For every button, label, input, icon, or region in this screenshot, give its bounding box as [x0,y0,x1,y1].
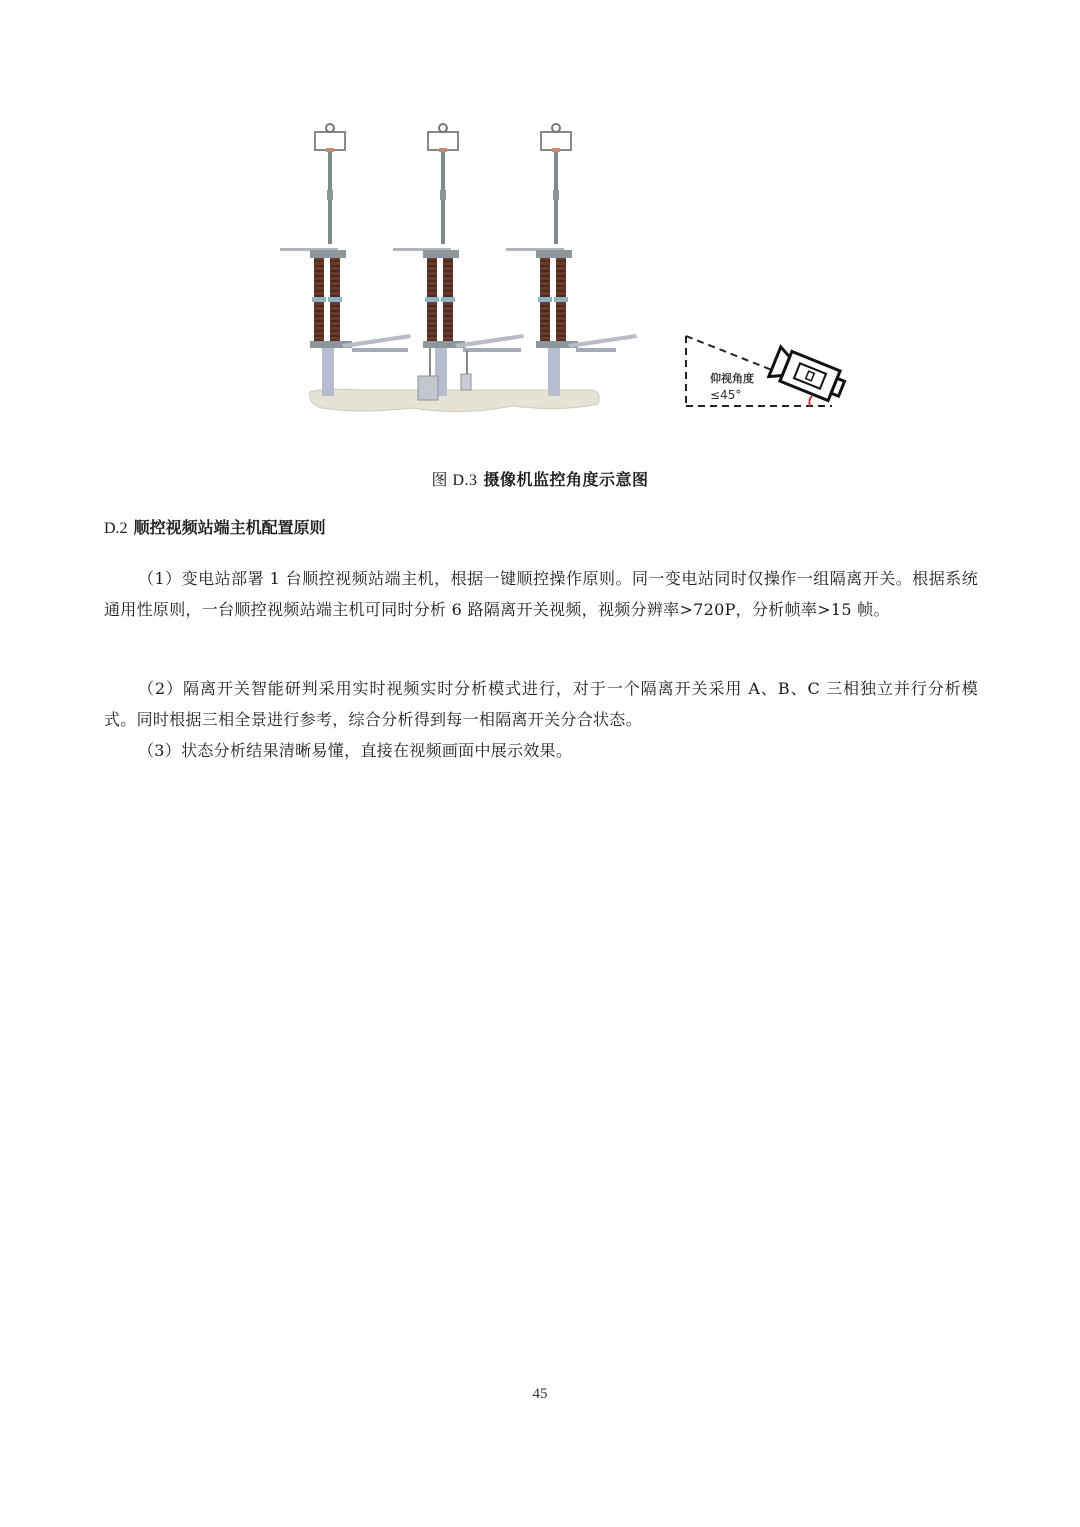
section-number: D.2 [104,520,128,537]
paragraph-2: （2）隔离开关智能研判采用实时视频实时分析模式进行，对于一个隔离开关采用 A、B、C 三相独立并行分析模式。同时根据三相全景进行参考，综合分析得到每一相隔离开关分合状态。 [104,679,978,729]
section-heading [104,515,326,538]
figure-title: 摄像机监控角度示意图 [483,470,649,489]
phase-c [506,124,637,396]
paragraph-1: （1）变电站部署 1 台顺控视频站端主机，根据一键顺控操作原则。同一变电站同时仅操作一组隔离开关。根据系统通用性原则，一台顺控视频站端主机可同时分析 6 路隔离开关视频，视频分辨率>720P，分析帧率>15 帧。 [104,569,978,619]
angle-marker-icon [809,396,812,406]
phase-a [280,124,411,396]
disconnect-switch-figure [262,112,650,428]
figure-number: 图 D.3 [431,472,478,489]
switch-illustration [262,112,650,428]
page-number: 45 [532,1386,548,1402]
figure-caption [0,467,1080,490]
paragraph-3: （3）状态分析结果清晰易懂，直接在视频画面中展示效果。 [138,741,573,760]
camera-icon [682,332,860,412]
angle-label: 仰视角度 [710,372,754,385]
phase-b [393,124,524,400]
angle-value: ≤45° [710,388,742,402]
section-title: 顺控视频站端主机配置原则 [133,518,326,537]
camera-angle-diagram [682,332,860,412]
